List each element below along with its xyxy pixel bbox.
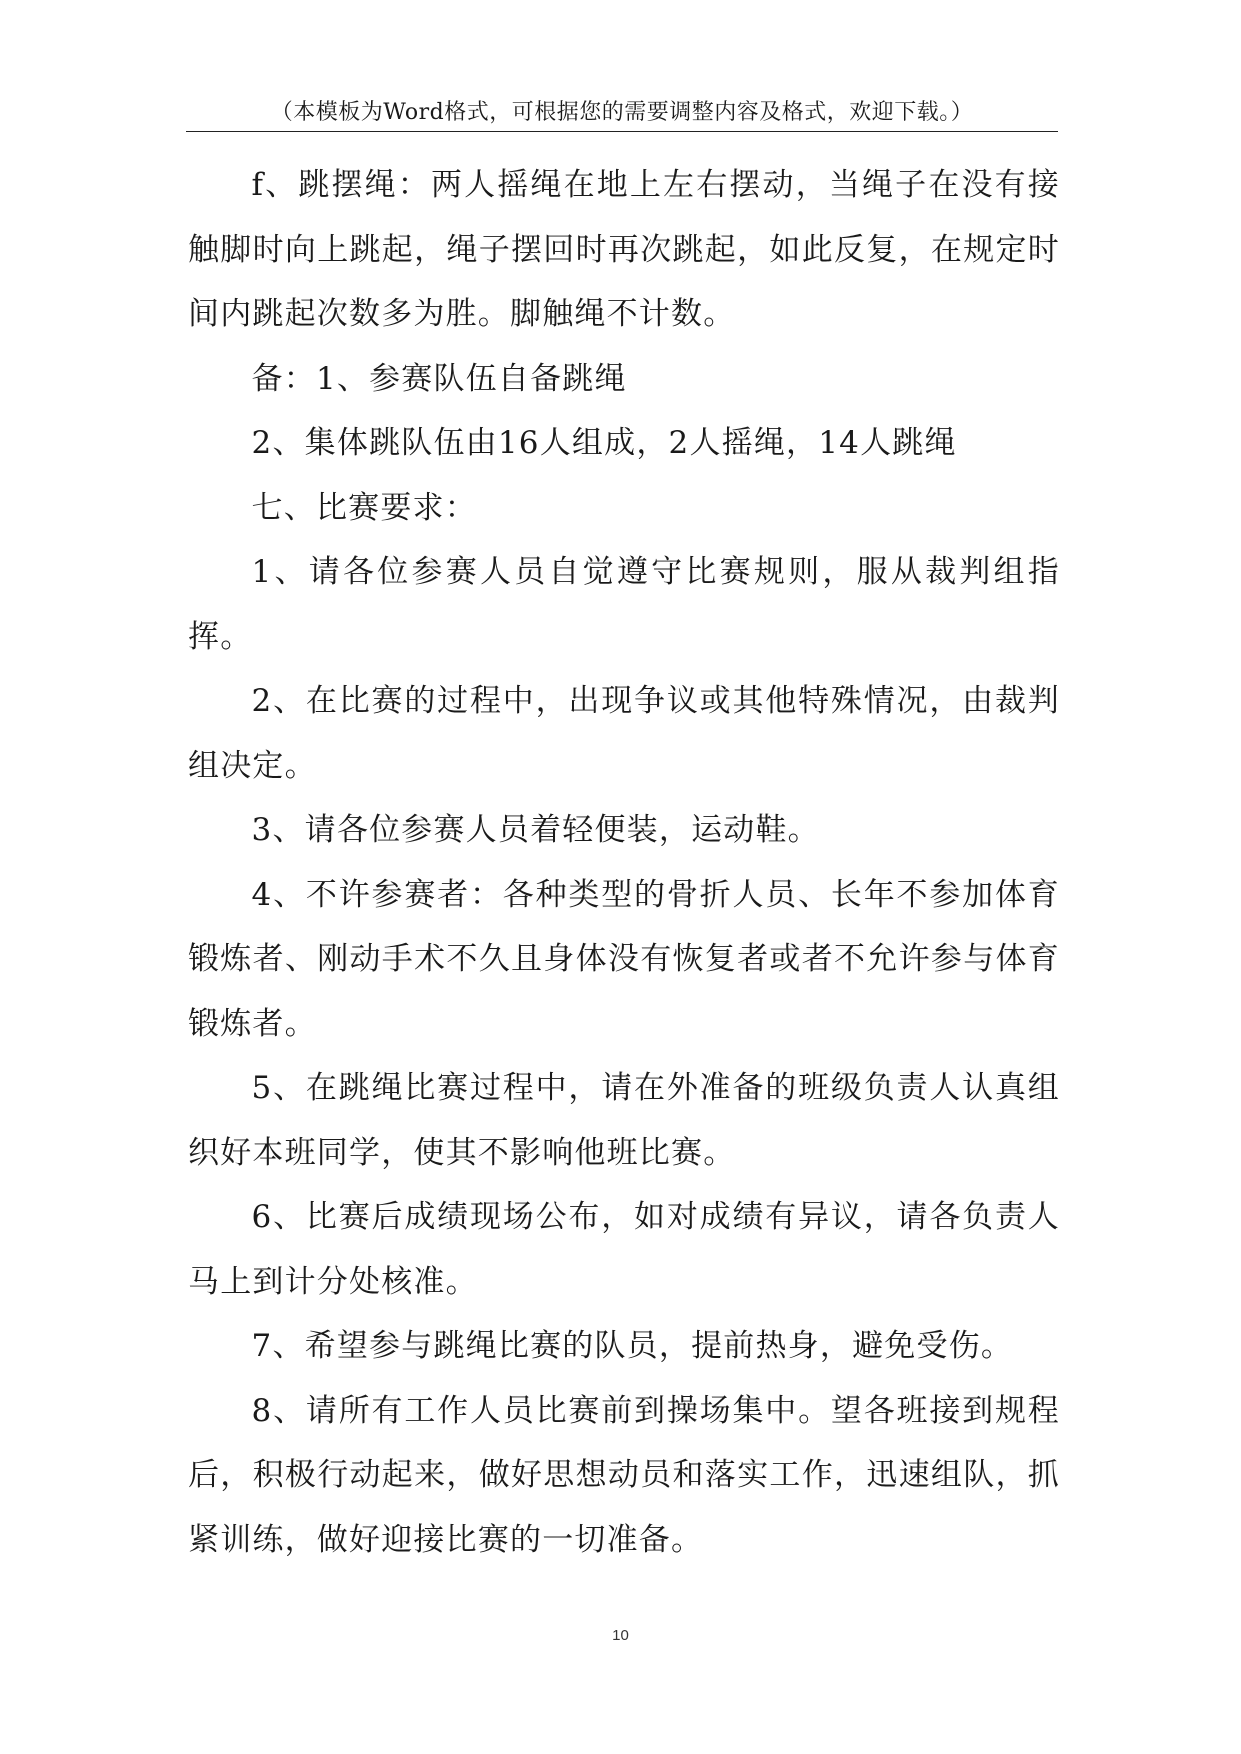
document-body — [188, 153, 1060, 1572]
template-header-note: （本模板为Word格式，可根据您的需要调整内容及格式，欢迎下载。） — [270, 100, 974, 125]
paragraph: 4、不许参赛者：各种类型的骨折人员、长年不参加体育锻炼者、刚动手术不久且身体没有恢复者或者不允许参与体育锻炼者。 — [188, 876, 1060, 1042]
paragraph: 1、请各位参赛人员自觉遵守比赛规则，服从裁判组指挥。 — [188, 554, 1060, 655]
paragraph: 3、请各位参赛人员着轻便装，运动鞋。 — [251, 812, 820, 848]
paragraph: 7、希望参与跳绳比赛的队员，提前热身，避免受伤。 — [251, 1328, 1014, 1364]
paragraph: 8、请所有工作人员比赛前到操场集中。望各班接到规程后，积极行动起来，做好思想动员和落实工作，迅速组队，抓紧训练，做好迎接比赛的一切准备。 — [188, 1392, 1060, 1558]
section-heading: 七、比赛要求： — [251, 489, 477, 526]
page-number: 10 — [612, 1627, 629, 1644]
paragraph: 6、比赛后成绩现场公布，如对成绩有异议，请各负责人马上到计分处核准。 — [188, 1199, 1060, 1300]
header-divider — [186, 131, 1058, 132]
paragraph: f、跳摆绳：两人摇绳在地上左右摆动，当绳子在没有接触脚时向上跳起，绳子摆回时再次跳起，如此反复，在规定时间内跳起次数多为胜。脚触绳不计数。 — [188, 167, 1060, 332]
paragraph: 2、集体跳队伍由16人组成，2人摇绳，14人跳绳 — [251, 425, 957, 461]
paragraph: 2、在比赛的过程中，出现争议或其他特殊情况，由裁判组决定。 — [188, 683, 1060, 784]
paragraph: 5、在跳绳比赛过程中，请在外准备的班级负责人认真组织好本班同学，使其不影响他班比赛。 — [188, 1070, 1060, 1171]
paragraph: 备：1、参赛队伍自备跳绳 — [251, 360, 627, 397]
